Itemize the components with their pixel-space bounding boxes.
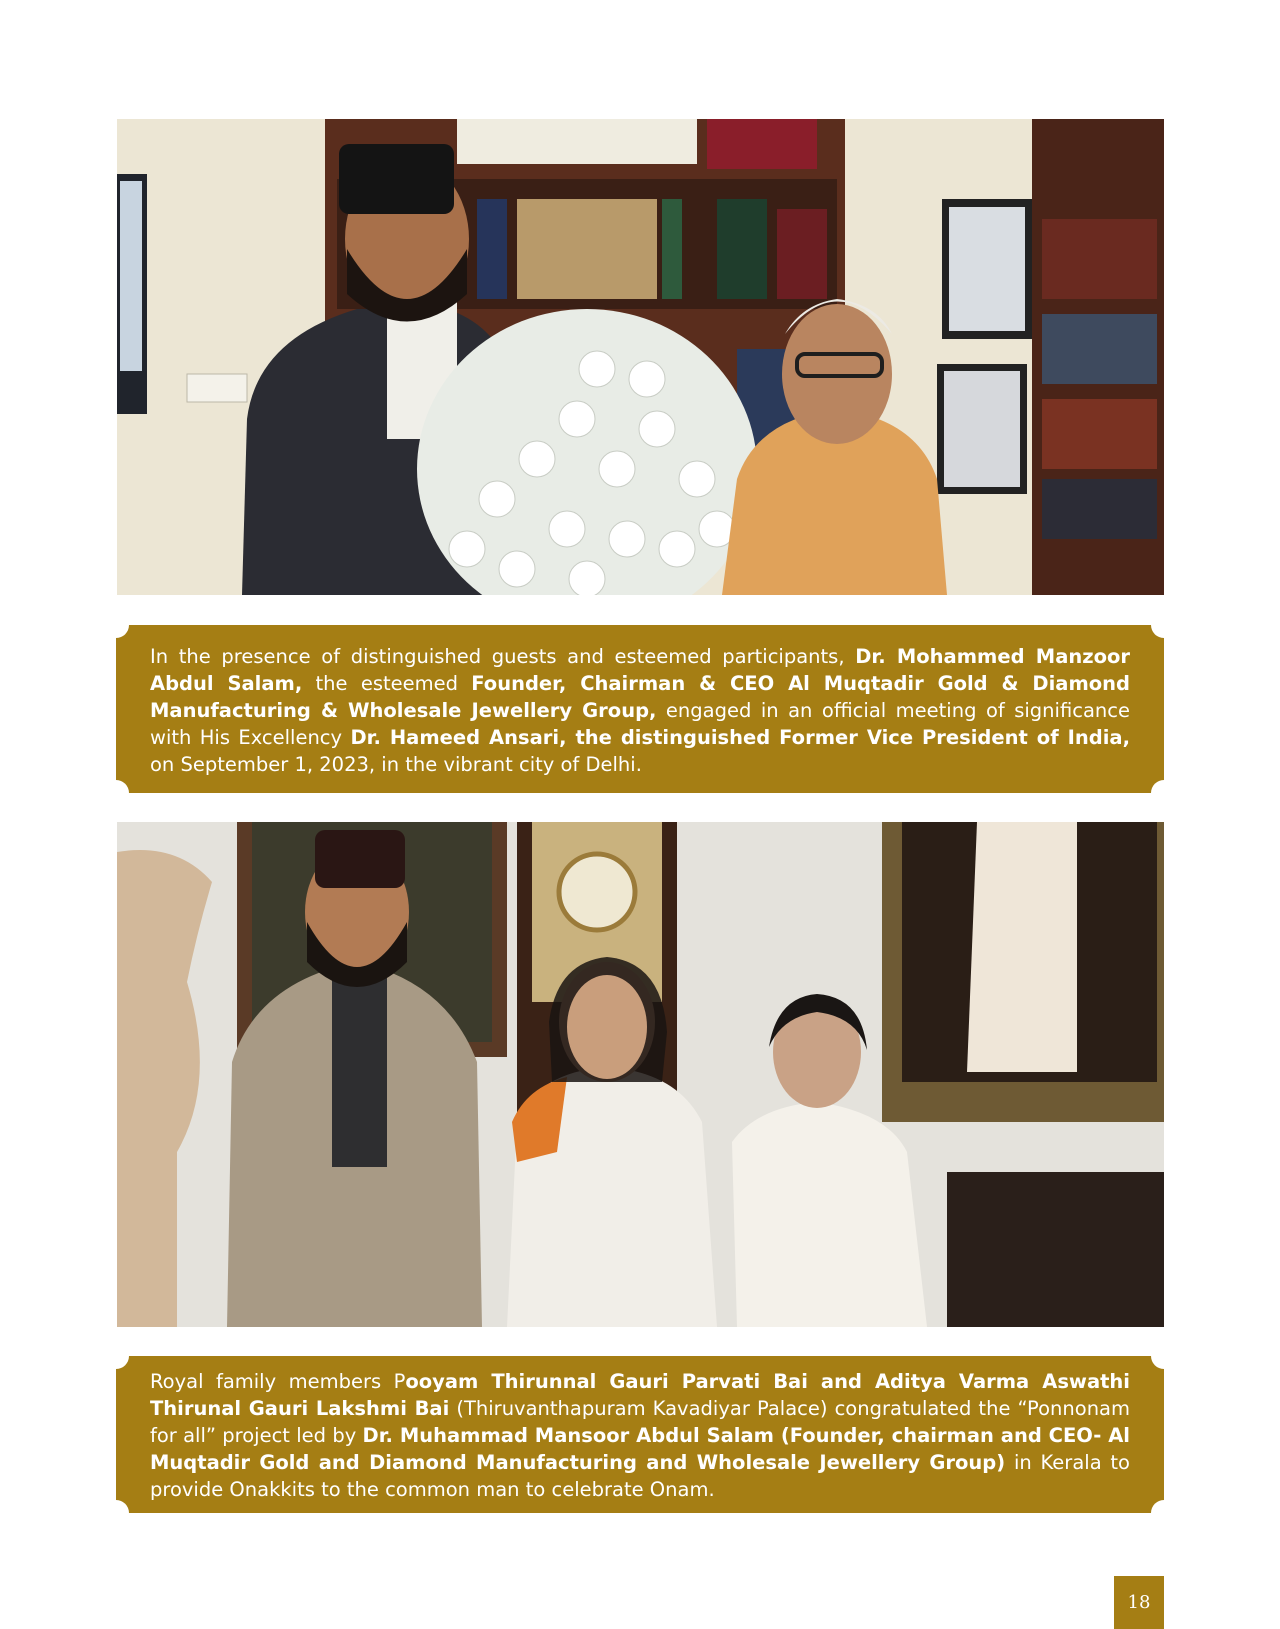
caption-text: Royal family members Pooyam Thirunnal Gauri Parvati Bai and Aditya Varma Aswathi Thirunal Gauri Lakshmi Bai (Thiruvanthapuram Kavadiyar Palace) congratulated the “Ponnonam for all” project led by Dr. Muhammad Mansoor Abdul Salam (Founder, chairman and CEO- Al Muqtadir Gold and Diamond Manufacturing and Wholesale Jewellery Group) in Kerala to provide Onakkits to the common man to celebrate Onam. [150, 1370, 1130, 1501]
page-number-text: 18 [1127, 1592, 1151, 1613]
meeting-photo [117, 119, 1164, 595]
caption-box-meeting [116, 625, 1164, 793]
page-number [1114, 1576, 1164, 1629]
caption-text: In the presence of distinguished guests and esteemed participants, Dr. Mohammed Manzoor Abdul Salam, the esteemed Founder, Chairman & CEO Al Muqtadir Gold & Diamond Manufacturing & Wholesale Jewellery Group, engaged in an official meeting of significance with His Excellency Dr. Hameed Ansari, the distinguished Former Vice President of India, on September 1, 2023, in the vibrant city of Delhi. [150, 645, 1130, 776]
bold-name: Dr. Hameed Ansari, the distinguished Former Vice President of India, [350, 726, 1130, 749]
bold-name: Dr. Mohammed Manzoor Abdul Salam, [150, 645, 1130, 695]
palace-group-photo [117, 822, 1164, 1327]
caption-box-royal-family [116, 1356, 1164, 1513]
bold-name: ooyam Thirunnal Gauri Parvati Bai and Aditya Varma Aswathi Thirunal Gauri Lakshmi Bai [150, 1370, 1130, 1420]
bold-title: Founder, Chairman & CEO Al Muqtadir Gold & Diamond Manufacturing & Wholesale Jewellery Group, [150, 672, 1130, 722]
bold-name: Dr. Muhammad Mansoor Abdul Salam (Founder, chairman and CEO- Al Muqtadir Gold and Diamond Manufacturing and Wholesale Jewellery Group) [150, 1424, 1130, 1474]
